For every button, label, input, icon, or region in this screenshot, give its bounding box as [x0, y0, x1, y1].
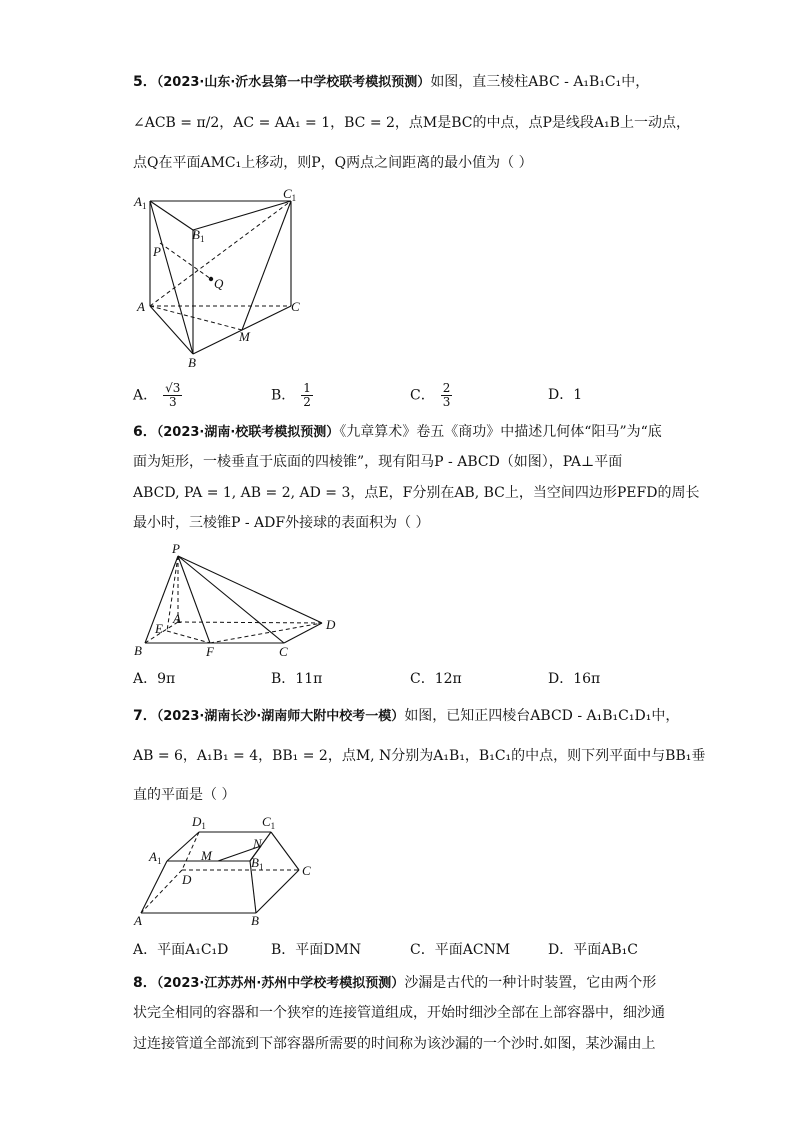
q6-label-e: E	[155, 621, 163, 636]
q5-label-b: B	[188, 355, 196, 370]
q6-label-d: D	[326, 617, 336, 632]
q8-line2: 状完全相同的容器和一个狭窄的连接管道组成，开始时细沙全部在上部容器中，细沙通	[133, 1005, 665, 1021]
q5-option-d[interactable]: D．1	[548, 387, 583, 403]
q5-line2: ∠ACB = π/2，AC = AA₁ = 1，BC = 2，点M是BC的中点，点P是线段A₁B上一动点，	[133, 115, 690, 131]
q7-option-d[interactable]: D．平面AB₁C	[548, 942, 638, 958]
q6-line4: 最小时，三棱锥P - ADF外接球的表面积为（ ）	[133, 515, 430, 531]
q5-label-q: Q	[214, 276, 224, 291]
q5-line3: 点Q在平面AMC₁上移动，则P，Q两点之间距离的最小值为（ ）	[133, 155, 533, 171]
q5-label-p: P	[153, 244, 161, 259]
q6-label-b: B	[134, 643, 142, 658]
q5-option-b[interactable]: B． $\frac{1}{2}$	[271, 381, 311, 409]
q5-label-c1: $C_1$	[283, 186, 297, 203]
q7-label-a: A	[134, 913, 142, 928]
q5-number: 5．	[133, 74, 157, 90]
q6-text-1: 《九章算术》卷五《商功》中描述几何体“阳马”为“底	[339, 424, 662, 440]
q6-line3: ABCD, PA = 1, AB = 2, AD = 3，点E，F分别在AB, BC上，当空间四边形PEFD的周长	[133, 485, 700, 501]
q6-pyramid-figure	[130, 538, 345, 663]
q7-label-a1: $A_1$	[149, 849, 162, 866]
q7-label-n: N	[253, 836, 262, 851]
q7-frustum-figure	[130, 810, 325, 930]
q7-source: （2023·湖南长沙·湖南师大附中校考一模）	[156, 709, 405, 724]
q5-point-q	[209, 277, 213, 281]
q7-label-c1: $C_1$	[262, 814, 276, 831]
q8-line1	[133, 973, 656, 994]
q6-number: 6．	[133, 424, 157, 440]
q6-label-f: F	[206, 644, 214, 659]
q6-line2: 面为矩形，一棱垂直于底面的四棱锥”，现有阳马P - ABCD（如图），PA⊥平面	[133, 454, 623, 470]
q7-label-d1: $D_1$	[192, 814, 206, 831]
q6-source: （2023·湖南·校联考模拟预测）	[156, 425, 340, 440]
q7-line1	[133, 706, 679, 727]
q5-label-c: C	[291, 299, 300, 314]
q5-line1	[133, 72, 649, 93]
q5-prism-figure	[130, 182, 320, 372]
q5-label-a1: $A_1$	[134, 194, 147, 211]
q5-text-1: 如图，直三棱柱ABC - A₁B₁C₁中，	[430, 74, 650, 90]
q7-label-b1: $B_1$	[251, 855, 264, 872]
q8-source: （2023·江苏苏州·苏州中学校考模拟预测）	[156, 976, 405, 991]
q7-label-b: B	[251, 913, 259, 928]
q8-number: 8．	[133, 975, 157, 991]
q6-line1	[133, 422, 662, 443]
q6-label-p: P	[172, 541, 180, 556]
q7-option-b[interactable]: B．平面DMN	[271, 942, 362, 958]
q5-option-c[interactable]: C． $\frac{2}{3}$	[410, 381, 451, 409]
q7-label-c: C	[302, 863, 311, 878]
q7-line3: 直的平面是（ ）	[133, 787, 236, 803]
q6-option-b[interactable]: B．11π	[271, 671, 323, 687]
q7-line2: AB = 6，A₁B₁ = 4，BB₁ = 2，点M, N分别为A₁B₁，B₁C₁的中点，则下列平面中与BB₁垂	[133, 748, 706, 764]
q8-line3: 过连接管道全部流到下部容器所需要的时间称为该沙漏的一个沙时.如图，某沙漏由上	[133, 1036, 656, 1052]
q5-source: （2023·山东·沂水县第一中学校联考模拟预测）	[156, 75, 431, 90]
q5-label-a: A	[137, 299, 145, 314]
q7-label-d: D	[182, 872, 192, 887]
q6-option-d[interactable]: D．16π	[548, 671, 601, 687]
q7-label-m: M	[201, 848, 212, 863]
q6-option-a[interactable]: A．9π	[133, 671, 176, 687]
q6-label-c: C	[279, 644, 288, 659]
q6-option-c[interactable]: C．12π	[410, 671, 462, 687]
q5-label-m: M	[239, 329, 250, 344]
q7-text-1: 如图，已知正四棱台ABCD - A₁B₁C₁D₁中，	[404, 708, 680, 724]
q8-text-1: 沙漏是古代的一种计时装置，它由两个形	[404, 975, 657, 991]
q5-label-b1: $B_1$	[192, 227, 205, 244]
q7-option-a[interactable]: A．平面A₁C₁D	[133, 942, 229, 958]
q7-number: 7．	[133, 708, 157, 724]
q5-option-a[interactable]: A． $\frac{√3}{3}$	[133, 381, 181, 409]
q7-option-c[interactable]: C．平面ACNM	[410, 942, 511, 958]
q6-label-a: A	[173, 611, 181, 626]
